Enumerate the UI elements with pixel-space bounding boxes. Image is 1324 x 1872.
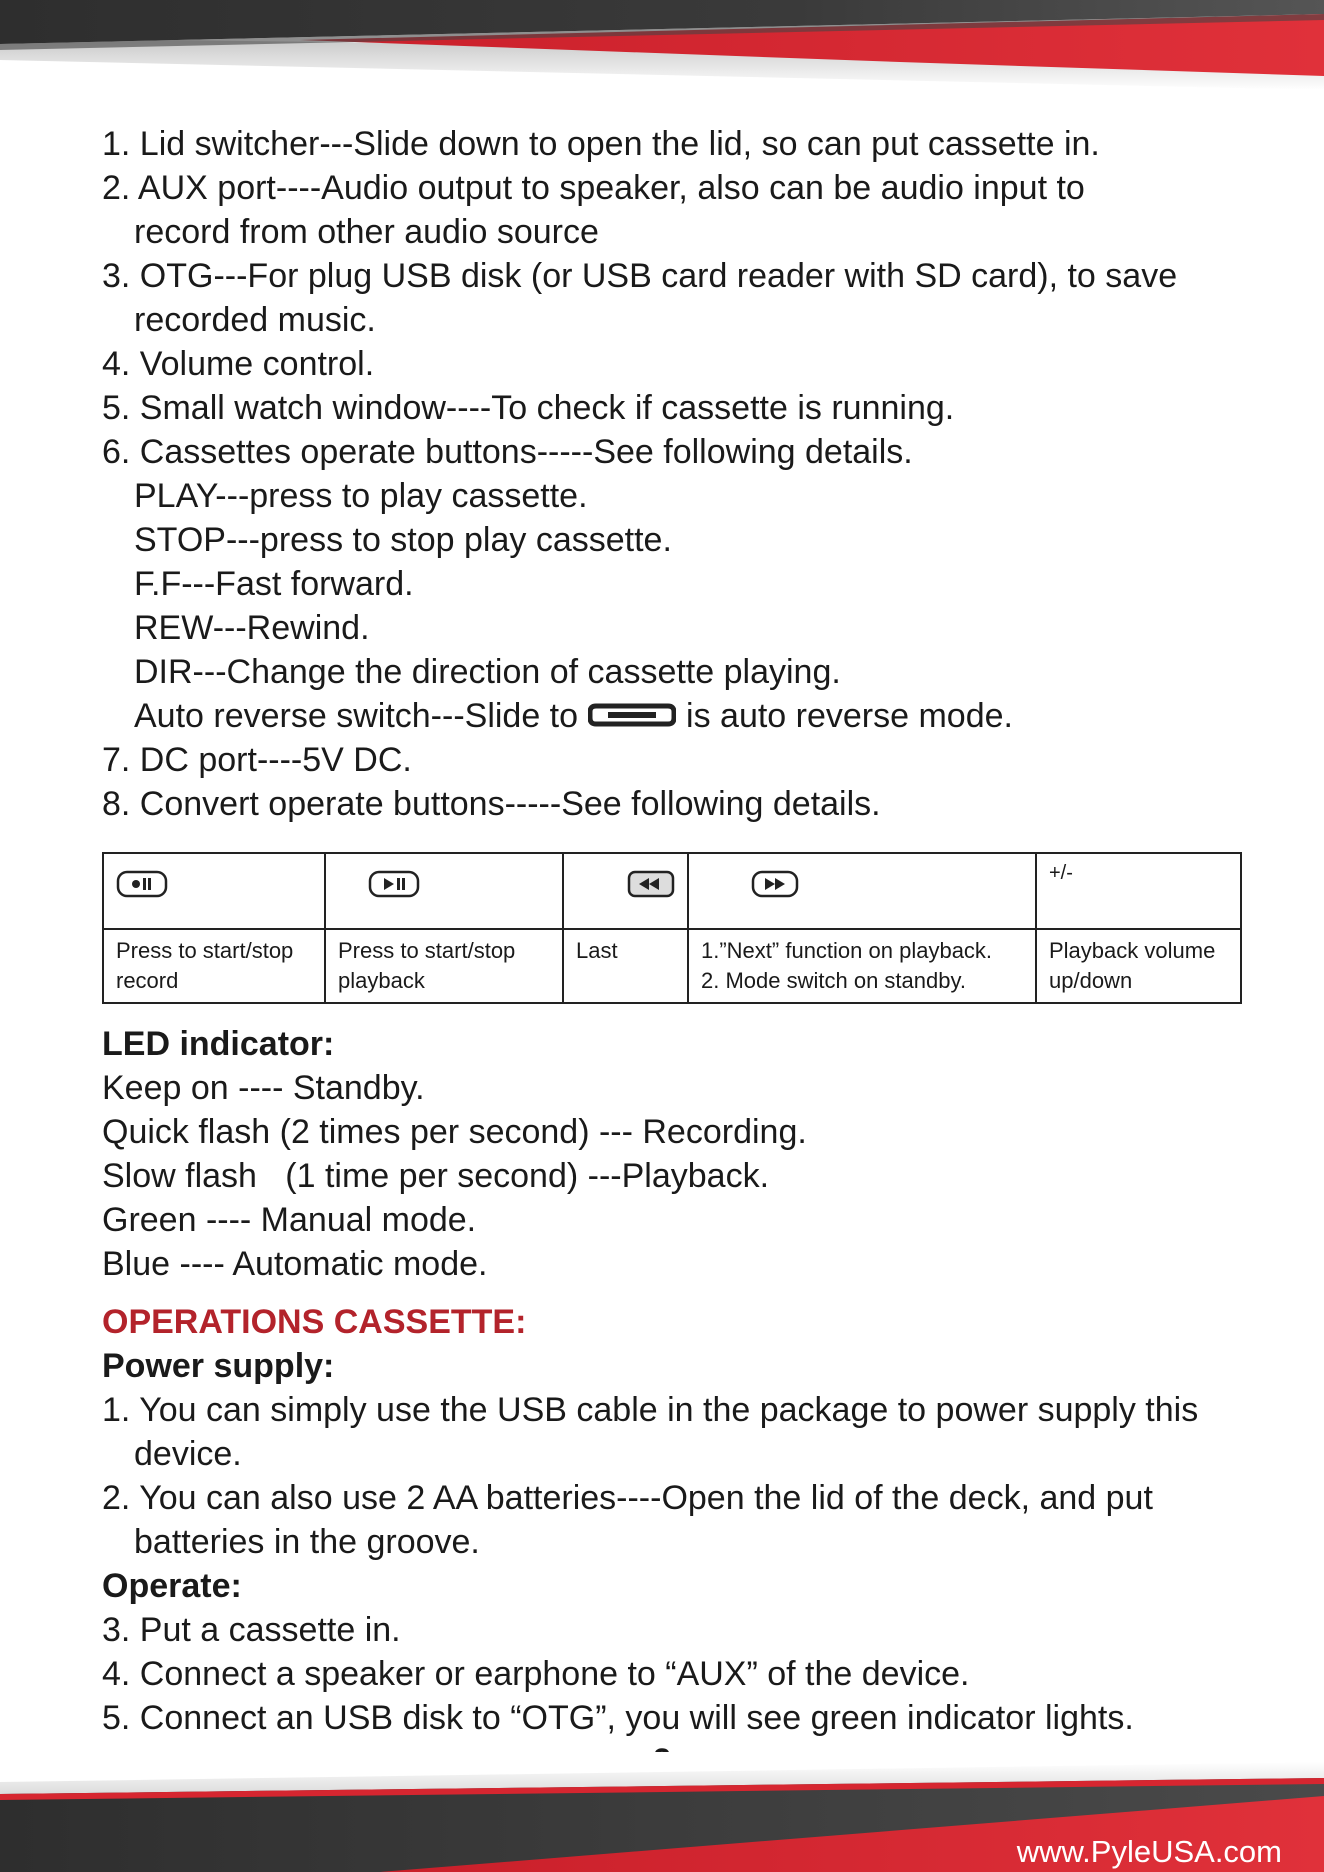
website-link[interactable]: www.PyleUSA.com bbox=[1016, 1834, 1282, 1869]
power-line: 2. You can also use 2 AA batteries----Open the lid of the deck, and put bbox=[102, 1479, 1153, 1517]
auto-reverse-icon bbox=[588, 702, 676, 728]
button-icon-row bbox=[103, 853, 1241, 929]
dir-detail: DIR---Change the direction of cassette playing. bbox=[134, 653, 841, 691]
power-line: device. bbox=[134, 1435, 242, 1473]
item-3: 3. OTG---For plug USB disk (or USB card reader with SD card), to save bbox=[102, 257, 1178, 295]
manual-content bbox=[102, 122, 1242, 1740]
record-button-icon bbox=[116, 870, 168, 898]
volume-desc-line-1: Playback volume bbox=[1049, 938, 1216, 963]
item-7: 7. DC port----5V DC. bbox=[102, 741, 412, 779]
led-line: Slow flash (1 time per second) ---Playback. bbox=[102, 1157, 770, 1195]
operate-line: 3. Put a cassette in. bbox=[102, 1611, 401, 1649]
item-1: 1. Lid switcher---Slide down to open the lid, so can put cassette in. bbox=[102, 125, 1100, 163]
playback-desc-line-2: playback bbox=[338, 968, 425, 993]
top-banner bbox=[0, 0, 1324, 90]
playback-desc-line-1: Press to start/stop bbox=[338, 938, 516, 963]
fast-forward-icon-cell bbox=[688, 853, 1036, 929]
led-line: Blue ---- Automatic mode. bbox=[102, 1245, 488, 1283]
rewind-button-icon bbox=[627, 870, 675, 898]
playback-desc-cell bbox=[325, 929, 563, 1003]
volume-symbol-cell bbox=[1036, 853, 1241, 929]
auto-reverse-line bbox=[102, 694, 1242, 738]
rewind-icon-cell bbox=[563, 853, 688, 929]
play-pause-button-icon bbox=[368, 870, 420, 898]
volume-symbol: +/- bbox=[1049, 862, 1073, 884]
operations-title: OPERATIONS CASSETTE: bbox=[102, 1303, 527, 1341]
item-6: 6. Cassettes operate buttons-----See following details. bbox=[102, 433, 913, 471]
auto-reverse-text: Auto reverse switch---Slide to bbox=[134, 697, 579, 735]
record-desc-cell bbox=[103, 929, 325, 1003]
volume-desc-line-2: up/down bbox=[1049, 968, 1133, 993]
record-icon-cell bbox=[103, 853, 325, 929]
power-line: 1. You can simply use the USB cable in the package to power supply this bbox=[102, 1391, 1199, 1429]
volume-desc-cell bbox=[1036, 929, 1241, 1003]
item-4: 4. Volume control. bbox=[102, 345, 375, 383]
stop-detail: STOP---press to stop play cassette. bbox=[134, 521, 672, 559]
next-desc-line-1: 1.”Next” function on playback. bbox=[701, 938, 993, 963]
power-supply-title: Power supply: bbox=[102, 1347, 335, 1385]
led-line: Green ---- Manual mode. bbox=[102, 1201, 477, 1239]
next-desc-line-2: 2. Mode switch on standby. bbox=[701, 968, 966, 993]
rew-detail: REW---Rewind. bbox=[134, 609, 370, 647]
item-5: 5. Small watch window----To check if cassette is running. bbox=[102, 389, 955, 427]
led-title: LED indicator: bbox=[102, 1025, 335, 1063]
last-desc-cell bbox=[563, 929, 688, 1003]
button-description-row bbox=[103, 929, 1241, 1003]
fast-forward-button-icon bbox=[751, 870, 799, 898]
record-desc-line-1: Press to start/stop bbox=[116, 938, 294, 963]
operate-title: Operate: bbox=[102, 1567, 242, 1605]
next-desc-cell bbox=[688, 929, 1036, 1003]
operate-line: 5. Connect an USB disk to “OTG”, you will see green indicator lights. bbox=[102, 1699, 1134, 1737]
led-line: Keep on ---- Standby. bbox=[102, 1069, 425, 1107]
button-function-table bbox=[102, 852, 1242, 1004]
item-2: 2. AUX port----Audio output to speaker, also can be audio input to bbox=[102, 169, 1085, 207]
record-desc-line-2: record bbox=[116, 968, 179, 993]
play-pause-icon-cell bbox=[325, 853, 563, 929]
power-line: batteries in the groove. bbox=[134, 1523, 480, 1561]
play-detail: PLAY---press to play cassette. bbox=[134, 477, 588, 515]
led-line: Quick flash (2 times per second) --- Recording. bbox=[102, 1113, 807, 1151]
item-8: 8. Convert operate buttons-----See following details. bbox=[102, 785, 881, 823]
item-2-cont: record from other audio source bbox=[134, 213, 599, 251]
ff-detail: F.F---Fast forward. bbox=[134, 565, 414, 603]
item-3-cont: recorded music. bbox=[134, 301, 376, 339]
auto-reverse-text-end: is auto reverse mode. bbox=[686, 697, 1013, 735]
last-desc-line-1: Last bbox=[576, 938, 618, 963]
operate-line: 4. Connect a speaker or earphone to “AUX” of the device. bbox=[102, 1655, 970, 1693]
